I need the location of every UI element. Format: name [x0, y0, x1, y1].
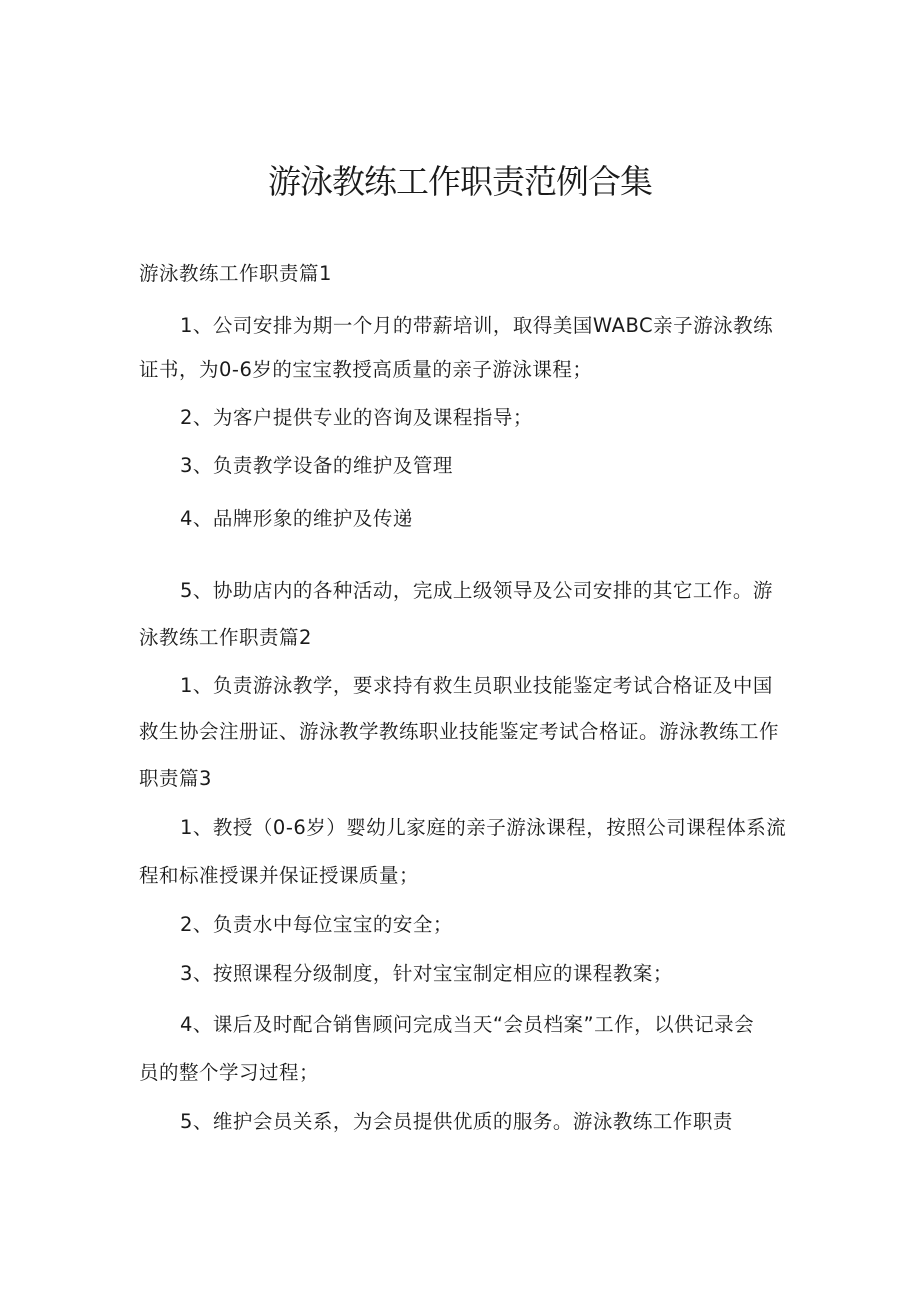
- paragraph-line: 救生协会注册证、游泳教学教练职业技能鉴定考试合格证。游泳教练工作: [139, 720, 780, 743]
- document-title: 游泳教练工作职责范例合集: [268, 162, 652, 201]
- paragraph-line: 1、教授（0-6岁）婴幼儿家庭的亲子游泳课程，按照公司课程体系流: [180, 816, 787, 839]
- paragraph-line: 2、负责水中每位宝宝的安全；: [180, 913, 453, 936]
- section-heading-3: 职责篇3: [139, 767, 212, 790]
- section-heading-2: 泳教练工作职责篇2: [139, 626, 312, 649]
- paragraph-line: 2、为客户提供专业的咨询及课程指导；: [180, 406, 533, 429]
- paragraph-line: 3、按照课程分级制度，针对宝宝制定相应的课程教案；: [180, 962, 673, 985]
- paragraph-line: 证书，为0-6岁的宝宝教授高质量的亲子游泳课程；: [139, 358, 593, 381]
- paragraph-line: 1、负责游泳教学，要求持有救生员职业技能鉴定考试合格证及中国: [180, 674, 773, 697]
- section-heading-1: 游泳教练工作职责篇1: [139, 262, 332, 285]
- paragraph-line: 3、负责教学设备的维护及管理: [180, 454, 453, 477]
- paragraph-line: 员的整个学习过程；: [139, 1061, 320, 1084]
- paragraph-line: 4、课后及时配合销售顾问完成当天“会员档案”工作，以供记录会: [180, 1013, 755, 1036]
- paragraph-line: 5、协助店内的各种活动，完成上级领导及公司安排的其它工作。游: [180, 579, 773, 602]
- paragraph-line: 4、品牌形象的维护及传递: [180, 507, 413, 530]
- paragraph-line: 1、公司安排为期一个月的带薪培训，取得美国WABC亲子游泳教练: [180, 314, 774, 337]
- paragraph-line: 5、维护会员关系，为会员提供优质的服务。游泳教练工作职责: [180, 1110, 733, 1133]
- paragraph-line: 程和标准授课并保证授课质量；: [139, 864, 420, 887]
